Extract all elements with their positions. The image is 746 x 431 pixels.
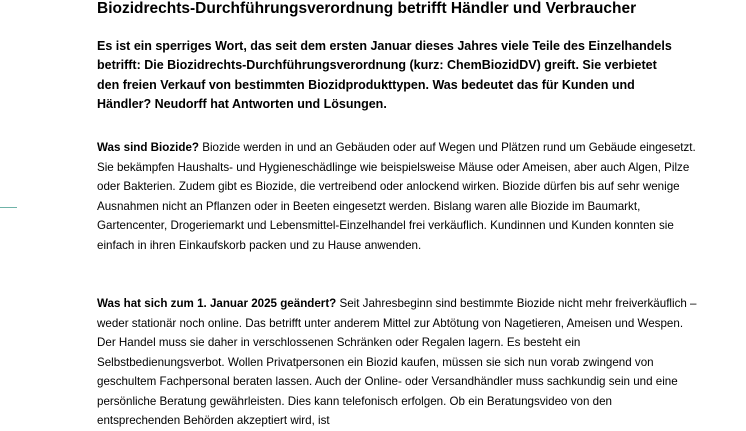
document-title: Biozidrechts-Durchführungsverordnung betrifft Händler und Verbraucher (97, 0, 637, 17)
section-biozide (97, 138, 697, 255)
section-aenderung (97, 294, 697, 431)
section-text: Seit Jahresbeginn sind bestimmte Biozide nicht mehr freiverkäuflich – weder stationär noch online. Das betrifft unter anderem Mittel zur Abtötung von Nagetieren, Ameisen und Wespen. Der Handel muss sie daher in verschlossenen Schränken oder Regalen lagern. Es besteht ein Selbstbedienungsverbot. Wollen Privatpersonen ein Biozid kaufen, müssen sie sich nun vorab zwingend von geschultem Fachpersonal beraten lassen. Auch der Online- oder Versandhändler muss sachkundig sein und eine persönliche Beratung gewährleisten. Dies kann telefonisch erfolgen. Ob ein Beratungsvideo von den entsprechenden Behörden akzeptiert wird, ist (97, 297, 697, 427)
section-text: Biozide werden in und an Gebäuden oder auf Wegen und Plätzen rund um Gebäude eingesetzt. Sie bekämpfen Haushalts- und Hygieneschädlinge wie beispielsweise Mäuse oder Ameisen, aber auch Algen, Pilze oder Bakterien. Zudem gibt es Biozide, die vertreibend oder anlockend wirken. Biozide dürfen bis auf sehr wenige Ausnahmen nicht an Pflanzen oder in Beeten eingesetzt werden. Bislang waren alle Biozide im Baumarkt, Gartencenter, Drogeriemarkt und Lebensmittel-Einzelhandel frei verkäuflich. Kundinnen und Kunden konnten sie einfach in ihren Einkaufskorb packen und zu Hause anwenden. (97, 141, 696, 252)
section-heading: Was sind Biozide? (97, 141, 199, 154)
section-heading: Was hat sich zum 1. Januar 2025 geändert? (97, 297, 337, 310)
margin-rule (0, 207, 17, 208)
lead-paragraph: Es ist ein sperriges Wort, das seit dem ersten Januar dieses Jahres viele Teile des Einzelhandels betrifft: Die Biozidrechts-Durchführungsverordnung (kurz: ChemBiozidDV) greift. Sie verbietet den freien Verkauf von bestimmten Biozidprodukttypen. Was bedeutet das für Kunden und Händler? Neudorff hat Antworten und Lösungen. (97, 39, 672, 112)
